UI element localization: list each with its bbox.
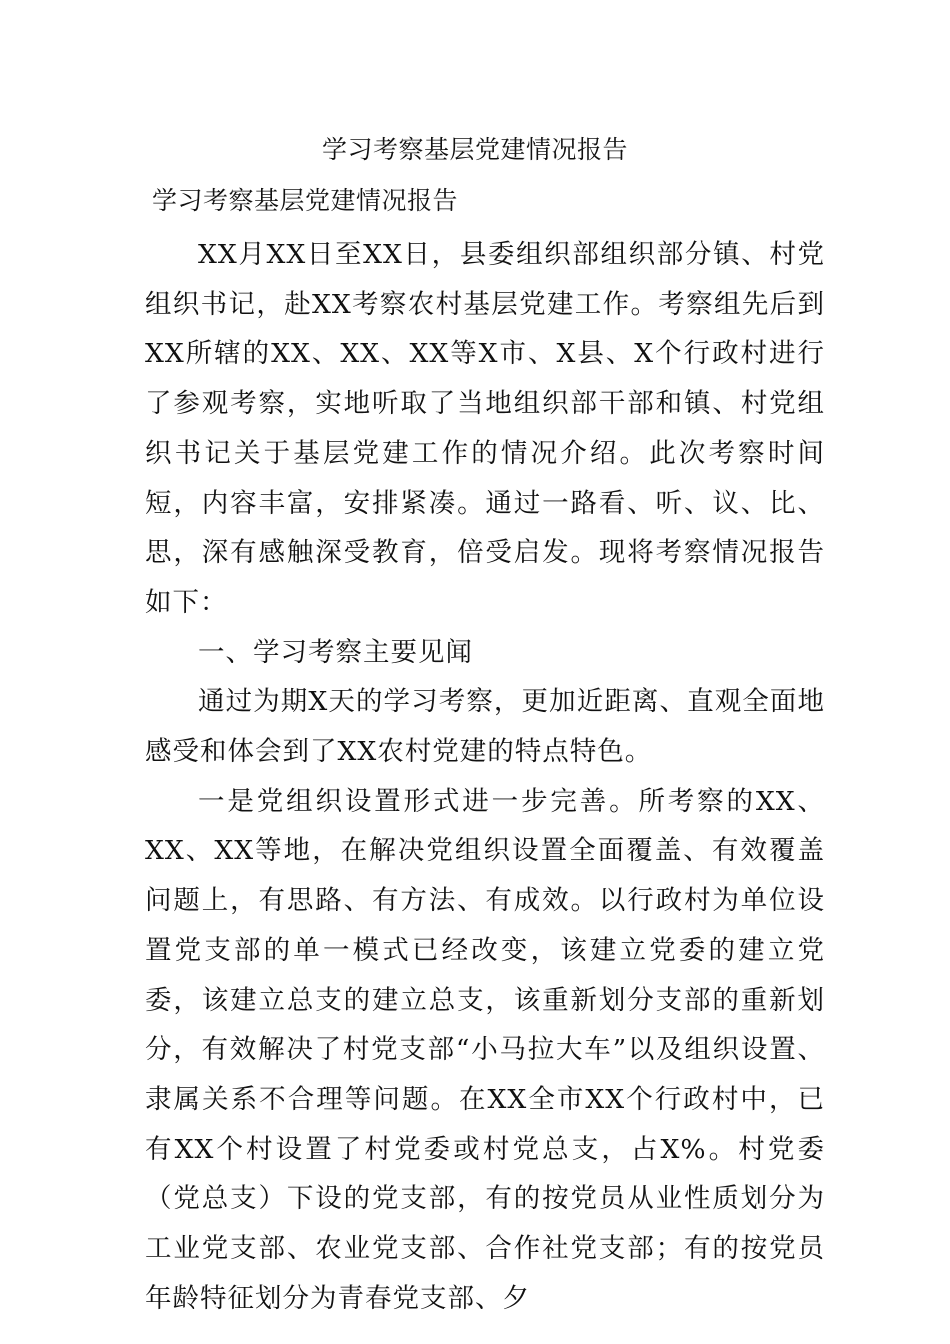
paragraph-overview: 通过为期X天的学习考察，更加近距离、直观全面地感受和体会到了XX农村党建的特点特色。 <box>145 686 825 768</box>
document-subtitle: 学习考察基层党建情况报告 <box>152 186 459 215</box>
document-title: 学习考察基层党建情况报告 <box>321 135 628 164</box>
paragraph-point-one: 一是党组织设置形式进一步完善。所考察的XX、XX、XX等地，在解决党组织设置全面覆盖、有效覆盖问题上，有思路、有方法、有成效。以行政村为单位设置党支部的单一模式已经改变，该建立党委的建立党委，该建立总支的建立总支，该重新划分支部的重新划分，有效解决了村党支部“小马拉大车”以及组织设置、隶属关系不合理等问题。在XX全市XX个行政村中，已有XX个村设置了村党委或村党总支，占X%。村党委（党总支）下设的党支部，有的按党员从业性质划分为工业党支部、农业党支部、合作社党支部；有的按党员年龄特征划分为青春党支部、夕 <box>145 785 825 1314</box>
document-body <box>145 230 825 1323</box>
section-heading: 一、学习考察主要见闻 <box>198 636 473 668</box>
paragraph-intro: XX月XX日至XX日，县委组织部组织部分镇、村党组织书记，赴XX考察农村基层党建工作。考察组先后到XX所辖的XX、XX、XX等X市、X县、X个行政村进行了参观考察，实地听取了当地组织部干部和镇、村党组织书记关于基层党建工作的情况介绍。此次考察时间短，内容丰富，安排紧凑。通过一路看、听、议、比、思，深有感触深受教育，倍受启发。现将考察情况报告如下： <box>145 239 825 618</box>
